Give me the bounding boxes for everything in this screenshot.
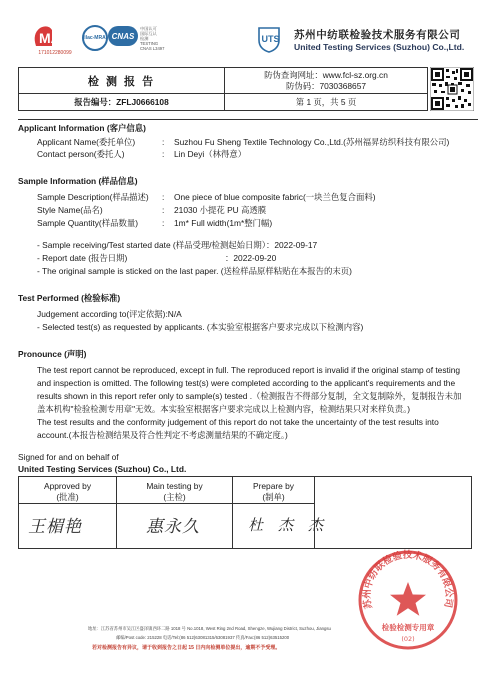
company-name-cn: 苏州中纺联检验技术服务有限公司 <box>294 29 461 41</box>
selected-tests-text: - Selected test(s) as requested by applicants. (本实验室根据客户要求完成以下检测内容) <box>37 322 364 332</box>
report-title: 检 测 报 告 <box>87 75 156 88</box>
svg-text:(02): (02) <box>401 635 415 643</box>
company-name-en: United Testing Services (Suzhou) Co.,Ltd. <box>294 42 465 52</box>
main-testing-label-cn: (主检) <box>163 492 186 502</box>
cma-logo <box>30 24 76 50</box>
preparer-signature: 杜 杰 杰 <box>248 516 324 534</box>
divider <box>18 119 478 120</box>
main-testing-label-en: Main testing by <box>146 481 203 491</box>
applicant-name-label: Applicant Name(委托单位) <box>37 137 136 147</box>
report-date: - Report date (报告日期) ：2022-09-20 <box>37 253 277 263</box>
ilac-logo: ilac-MRA <box>82 25 108 51</box>
page-number-cell <box>225 94 427 110</box>
cnas-caption: 中国认可 国际互认 检测 TESTING CNAS L3497 <box>140 26 165 51</box>
judgement-text: Judgement according to(评定依据):N/A <box>37 309 182 319</box>
sample-desc-label: Sample Description(样品描述) <box>37 192 149 202</box>
pronounce-line: account.(本报告检测结果及符合性判定不考虑测量结果的不确定度。) <box>37 430 288 440</box>
official-seal <box>356 548 460 652</box>
footer-notice: 若对检测报告有异议，请于收到报告之日起 15 日内向检测单位提出，逾期不予受理。 <box>92 645 281 651</box>
sample-desc-value: One piece of blue composite fabric(一块兰色复合面料) <box>174 192 376 202</box>
prepare-cell <box>233 477 315 548</box>
report-title-cell <box>19 68 225 94</box>
signed-company: United Testing Services (Suzhou) Co., Ltd. <box>18 464 187 474</box>
approved-label-cn: (批准) <box>56 492 79 502</box>
svg-text:UTS: UTS <box>261 34 280 44</box>
colon: : <box>162 149 165 159</box>
colon: : <box>162 192 165 202</box>
test-performed-heading: Test Performed (检验标准) <box>18 293 121 303</box>
cma-number: 171012280099 <box>38 50 72 56</box>
main-tester-signature: 惠永久 <box>146 517 200 537</box>
security-info-cell <box>225 68 427 94</box>
footer-contact: 邮编/Post code: 215228 电话/Tel:(86 512)63081315/63081937 传真/Fax:(86 512)63515200 <box>116 635 290 640</box>
qr-code <box>430 67 474 111</box>
uts-logo <box>256 25 282 53</box>
pronounce-line: The test report cannot be reproduced, except in full. The reproduced report is invalid if the original stamp of testing <box>37 365 461 375</box>
prepare-label-en: Prepare by <box>253 481 294 491</box>
original-sample-note: - The original sample is sticked on the last paper. (送检样品原样粘贴在本报告的末页) <box>37 266 352 276</box>
signed-line: Signed for and on behalf of <box>18 452 119 462</box>
footer-address: 地址：江苏省苏州市吴江区盛泽镇西环二路 1018 号 No.1018, West Ring 2nd Road, Shengze, Wujiang District, Suzhou, Jiangsu <box>88 626 331 631</box>
quantity-label: Sample Quantity(样品数量) <box>37 218 138 228</box>
colon: : <box>162 205 165 215</box>
approver-signature: 王楣艳 <box>28 517 82 537</box>
received-date: - Sample receiving/Test started date (样品受理/检测起始日期）：2022-09-17 <box>37 240 318 250</box>
website-text: 防伪查询网址：www.fcl-sz.org.cn <box>264 70 388 80</box>
pronounce-line: The test results and the conformity judgement of this report do not take the uncertainty of the test results into <box>37 417 439 427</box>
quantity-value: 1m* Full width(1m*整门幅) <box>174 218 273 228</box>
pronounce-heading: Pronounce (声明) <box>18 349 87 359</box>
svg-text:检验检测专用章: 检验检测专用章 <box>381 623 435 632</box>
report-number-cell <box>19 94 225 110</box>
svg-text:苏州中纺联检验技术服务有限公司: 苏州中纺联检验技术服务有限公司 <box>361 549 455 610</box>
style-label: Style Name(品名) <box>37 205 103 215</box>
applicant-name-value: Suzhou Fu Sheng Textile Technology Co.,Ltd.(苏州福昇纺织科技有限公司) <box>174 137 450 147</box>
contact-value: Lin Deyi（林得意） <box>174 149 247 159</box>
divider <box>19 503 315 504</box>
report-title-table <box>18 67 428 111</box>
pronounce-line: and inspection is omitted. The following test(s) were completed according to the applicant's requirements and the <box>37 378 456 388</box>
signature-table <box>18 476 472 549</box>
prepare-label-cn: (制单) <box>262 492 285 502</box>
cnas-logo: CNAS <box>108 26 138 46</box>
pronounce-line: 盖本机构"检验检测专用章"无效。本实验室根据客户要求完成以上检测内容，检测结果只对来样负责。) <box>37 404 411 414</box>
svg-text:MA: MA <box>39 30 61 46</box>
page-number: 第 1 页，共 5 页 <box>295 96 357 107</box>
contact-label: Contact person(委托人) <box>37 149 125 159</box>
colon: : <box>162 218 165 228</box>
pronounce-line: results shown in this report refer only to sample(s) tested .（检测报告不得部分复制，全文复制除外，复制报告未加 <box>37 391 462 401</box>
security-code-text: 防伪码：7030368657 <box>285 81 367 91</box>
colon: : <box>162 137 165 147</box>
report-number: 报告编号：ZFLJ0666108 <box>74 96 169 107</box>
applicant-heading: Applicant Information (客户信息) <box>18 123 146 133</box>
sample-heading: Sample Information (样品信息) <box>18 176 138 186</box>
approved-label-en: Approved by <box>43 481 92 491</box>
style-value: 21030 小提花 PU 高透膜 <box>174 205 267 215</box>
